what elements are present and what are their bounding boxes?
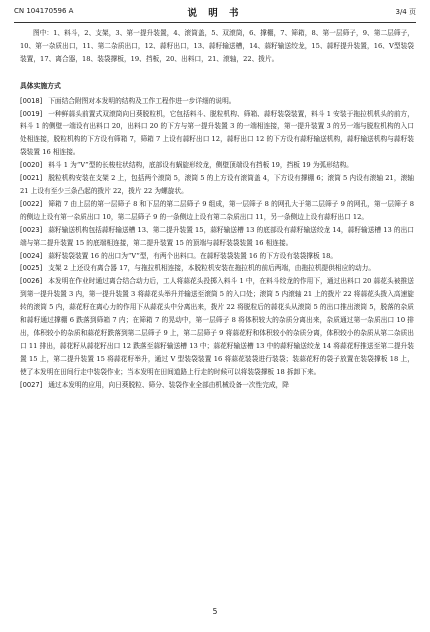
paragraph-text: 通过本发明的应用，向日葵脱粒、筛分、装袋作业全部由机械设备一次性完成，降	[48, 380, 289, 389]
page-indicator: 3/4 页	[395, 8, 416, 16]
paragraph	[20, 108, 414, 160]
paragraph	[20, 95, 414, 108]
figure-legend: 图中：1、料斗，2、支架，3、第一提升装置，4、滚筒盖，5、双滚筒，6、撑棚，7、筛箱，8、第一层筛子，9、第二层筛子，10、第一杂质出口，11、第二杂质出口，12、蒜籽出口，13、蒜籽输送槽，14、蒜籽输送绞龙，15、蒜籽提升装置，16、V型装袋装置，17、离合器，18、装袋撑板，19、挡板，20、出料口，21、滚轴，22、拨片。	[20, 29, 414, 63]
document-title: 说 明 书	[187, 8, 243, 19]
page-header	[14, 5, 416, 19]
paragraph-text: 脱粒机构安装在支架 2 上，包括两个滚筒 5，滚筒 5 的上方设有滚筒盖 4，下方设有撑棚 6；滚筒 5 内设有滚轴 21，滚轴 21 上设有至少三条凸起的拨片 22，拨片 22 为螺旋状。	[20, 174, 414, 195]
paragraph-number: [0027]	[20, 380, 43, 389]
paragraph-number: [0021]	[20, 174, 43, 183]
paragraph-number: [0020]	[20, 161, 43, 170]
paragraph	[20, 262, 414, 275]
paragraph-number: [0022]	[20, 199, 43, 208]
paragraph	[20, 198, 414, 224]
paragraph-number: [0026]	[20, 277, 43, 286]
paragraph	[20, 172, 414, 198]
paragraph-text: 一种鲜蒜头前置式双滚筒向日葵脱粒机，它包括料斗、脱粒机构、筛箱、蒜籽装袋装置，料斗 1 安装于拖拉机机头的前方，料斗 1 的侧壁一端设有出料口 20，出料口 20 的下方与第一提升装置 3 的一端相连接，第一提升装置 3 的另一端与脱粒机构的入口处相连接，脱粒机构的下方设有筛箱 7，筛箱 7 上设有蒜籽出口 12，蒜籽出口 12 的下方设有蒜籽输送机构，蒜籽输送机构与蒜籽装袋装置 16 相连接。	[20, 109, 414, 157]
patent-number: CN 104170596 A	[14, 7, 74, 15]
paragraph-number: [0024]	[20, 251, 43, 260]
paragraph-list	[20, 95, 414, 392]
paragraph	[20, 250, 414, 263]
paragraph-text: 蒜籽装袋装置 16 的出口为“V”型，有两个出料口。在蒜籽装袋装置 16 的下方设有装袋撑板 18。	[48, 251, 338, 260]
header-rule	[14, 22, 416, 23]
paragraph	[20, 159, 414, 172]
paragraph-text: 料斗 1 为“V”型的长梭柱状结构，底部设有蜗旋形绞龙，侧壁顶端设有挡板 19，挡板 19 为弧形结构。	[48, 161, 353, 170]
page-number: 5	[212, 607, 218, 616]
paragraph	[20, 379, 414, 392]
paragraph-number: [0018]	[20, 96, 43, 105]
paragraph-number: [0019]	[20, 109, 43, 118]
document-body	[20, 27, 414, 391]
paragraph-number: [0025]	[20, 264, 43, 273]
paragraph	[20, 275, 414, 378]
paragraph-text: 筛箱 7 由上层的第一层筛子 8 和下层的第二层筛子 9 组成，第一层筛子 8 的网孔大于第二层筛子 9 的网孔，第一层筛子 8 的侧边上设有第一杂质出口 10，第二层筛子 9 的一条侧边上设有第二杂质出口 11，另一条侧边上设有蒜籽出口 12。	[20, 199, 414, 221]
paragraph-text: 下面结合附图对本发明的结构及工作工程作进一步详细的说明。	[48, 96, 236, 105]
paragraph-text: 支架 2 上还设有离合器 17，与拖拉机相连接，本脱粒机安装在拖拉机的前后两端，由拖拉机提供相应的动力。	[48, 264, 376, 273]
paragraph	[20, 224, 414, 250]
paragraph-number: [0023]	[20, 225, 43, 234]
paragraph-text: 蒜籽输送机构包括蒜籽输送槽 13、第二提升装置 15，蒜籽输送槽 13 的底部设有蒜籽输送绞龙 14，蒜籽输送槽 13 的出口端与第二提升装置 15 的底端相连接，第二提升装置 15 的顶端与蒜籽装袋装置 16 相连接。	[20, 225, 414, 247]
paragraph-text: 本发明在作业时通过离合结合动力后，工人将蒜花头投掷入料斗 1 中，在料斗绞龙的作用下，通过出料口 20 蒜花头被推送到第一提升装置 3 内，第一提升装置 3 将蒜花头举升并输送至滚筒 5 的入口处；滚筒 5 内滚轴 21 上的拨片 22 将蒜花头拨入高速旋转的滚筒 5 内，蒜花籽在离心力的作用下从蒜花头中分离出来，拨片 22 将脱粒后的蒜花头从滚筒 5 的出口推出滚筒 5，脱落的杂质和蒜籽通过撑棚 6 跌落到筛箱 7 内；在筛箱 7 的晃动中，第一层筛子 8 将体积较大的杂质分离出来，杂质通过第一杂质出口 10 排出，体积较小的杂质和蒜花籽跌落到第二层筛子 9 上，第二层筛子 9 将蒜花籽和体积较小的杂质分离，体积较小的杂质从第二杂质出口 11 排出，蒜花籽从蒜花籽出口 12 跌落至蒜籽输送槽 13 中；蒜花籽输送槽 13 中的蒜籽输送绞龙 14 将蒜花籽推送至第二提升装置 15 上，第二提升装置 15 将蒜花籽举升，通过 V 型装袋装置 16 将蒜花装袋进行装袋；装蒜花籽的袋子放置在装袋撑板 18 上，使了本发明在田间行走中装袋作业；当本发明在田间道路上行走的时候可以将装袋撑板 18 拆卸下来。	[20, 277, 414, 376]
section-heading: 具体实施方式	[20, 81, 61, 90]
